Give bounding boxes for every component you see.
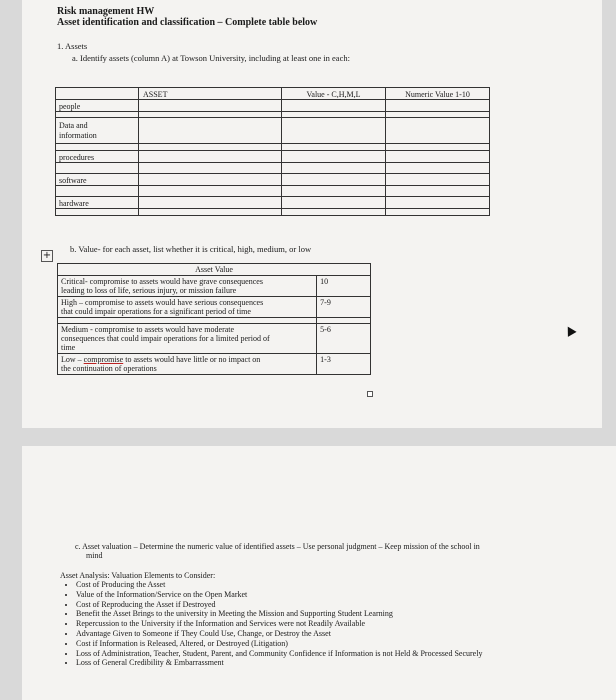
asset-cell[interactable] [139, 151, 282, 163]
table-move-handle-icon[interactable]: + [42, 250, 52, 261]
asset-row-label: software [56, 174, 139, 186]
section-heading-assets: 1. Assets [57, 41, 88, 51]
item-c-text-line2: mind [86, 551, 103, 560]
low-score: 1-3 [317, 354, 371, 375]
asset-row-label: Data and information [56, 118, 139, 144]
numeric-cell[interactable] [386, 197, 490, 209]
item-b-text: b. Value- for each asset, list whether it is critical, high, medium, or low [70, 244, 312, 254]
asset-row-label: procedures [56, 151, 139, 163]
asset-cell[interactable] [139, 100, 282, 112]
numeric-cell[interactable] [386, 151, 490, 163]
document-subtitle: Asset identification and classification – Complete table below [57, 17, 318, 28]
asset-column-header: ASSET [139, 88, 282, 100]
numeric-cell[interactable] [386, 118, 490, 144]
critical-score: 10 [317, 276, 371, 297]
numeric-value-column-header: Numeric Value 1-10 [386, 88, 490, 100]
value-cell[interactable] [282, 151, 386, 163]
value-cell[interactable] [282, 118, 386, 144]
list-item: • Advantage Given to Someone if They Could Use, Change, or Destroy the Asset [76, 629, 482, 639]
asset-value-table [57, 263, 371, 375]
list-item: • Cost of Reproducing the Asset if Destroyed [76, 600, 482, 610]
value-cell[interactable] [282, 100, 386, 112]
low-description: Low – compromise to assets would have little or no impact on the continuation of operations [58, 354, 317, 375]
item-c-text-line1: c. Asset valuation – Determine the numeric value of identified assets – Use personal judgment – Keep mission of the school in [75, 542, 480, 551]
list-item: • Benefit the Asset Brings to the university in Meeting the Mission and Supporting Student Learning [76, 609, 482, 619]
list-item: • Loss of Administration, Teacher, Student, Parent, and Community Confidence if Information is not Held & Processed Securely [76, 649, 482, 659]
value-column-header: Value - C,H,M,L [282, 88, 386, 100]
numeric-cell[interactable] [386, 174, 490, 186]
numeric-cell[interactable] [386, 100, 490, 112]
value-cell[interactable] [282, 197, 386, 209]
value-cell[interactable] [282, 174, 386, 186]
asset-row-label: people [56, 100, 139, 112]
asset-table-corner [56, 88, 139, 100]
list-item: • Repercussion to the University if the Information and Services were not Readily Available [76, 619, 482, 629]
document-title: Risk management HW [57, 6, 155, 17]
valuation-elements-list [60, 580, 482, 668]
list-item: • Loss of General Credibility & Embarrassment [76, 658, 482, 668]
asset-value-title: Asset Value [58, 264, 371, 276]
critical-description: Critical- compromise to assets would have grave consequences leading to loss of life, serious injury, or mission failure [58, 276, 317, 297]
asset-analysis-heading: Asset Analysis: Valuation Elements to Consider: [60, 571, 216, 580]
medium-description: Medium - compromise to assets would have moderate consequences that could impair operations for a limited period of time [58, 324, 317, 354]
high-description: High – compromise to assets would have serious consequences that could impair operations for a significant period of time [58, 297, 317, 318]
asset-cell[interactable] [139, 197, 282, 209]
medium-score: 5-6 [317, 324, 371, 354]
list-item: • Value of the Information/Service on the Open Market [76, 590, 482, 600]
asset-table [55, 87, 490, 216]
asset-cell[interactable] [139, 174, 282, 186]
asset-row-label: hardware [56, 197, 139, 209]
spelling-flag[interactable]: compromise [83, 355, 124, 364]
asset-cell[interactable] [139, 118, 282, 144]
high-score: 7-9 [317, 297, 371, 318]
table-resize-handle[interactable] [367, 391, 373, 397]
list-item: • Cost if Information is Released, Altered, or Destroyed (Litigation) [76, 639, 482, 649]
item-a-text: a. Identify assets (column A) at Towson University, including at least one in each: [72, 53, 350, 63]
list-item: • Cost of Producing the Asset [76, 580, 482, 590]
